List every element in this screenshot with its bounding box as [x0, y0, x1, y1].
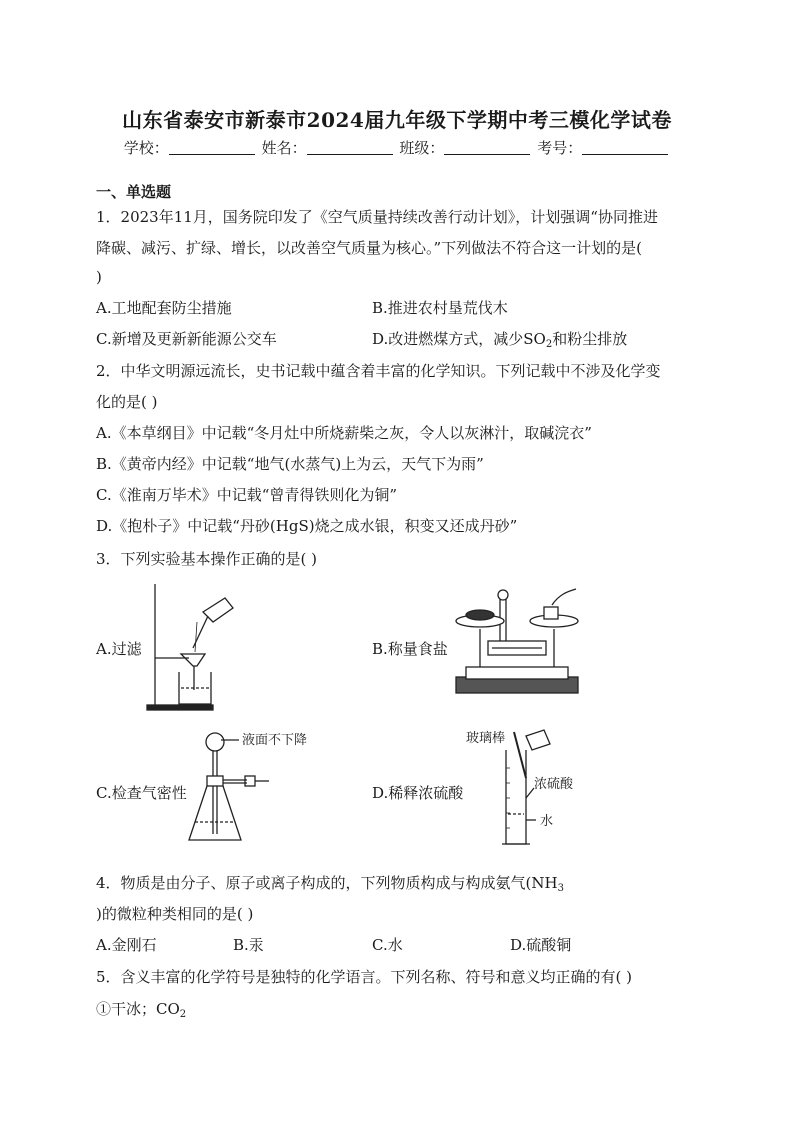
q1-d-pre: D.改进燃煤方式，减少 [372, 330, 524, 348]
student-info-line [0, 137, 794, 158]
q2-option-c: C.《淮南万毕术》中记载“曾青得铁则化为铜” [96, 486, 398, 504]
figure-d-water-label: 水 [540, 814, 554, 829]
q2-option-a: A.《本草纲目》中记载“冬月灶中所烧薪柴之灰，令人以灰淋汁，取碱浣衣” [96, 424, 592, 442]
q1-d-subscript: 2 [545, 339, 553, 350]
q1-option-c: C.新增及更新新能源公交车 [96, 330, 277, 348]
class-blank [444, 140, 530, 155]
page-title: 山东省泰安市新泰市2024届九年级下学期中考三模化学试卷 [122, 108, 672, 132]
q3-option-c: C.检查气密性 [96, 784, 187, 802]
q5-stem: 5．含义丰富的化学符号是独特的化学语言。下列名称、符号和意义均正确的有( ) [96, 968, 633, 986]
q2-line1: 2．中华文明源远流长，史书记载中蕴含着丰富的化学知识。下列记载中不涉及化学变 [96, 362, 661, 380]
q4-option-c: C.水 [372, 936, 403, 954]
figure-d-rod-label: 玻璃棒 [466, 731, 506, 746]
q3-option-a: A.过滤 [96, 640, 142, 658]
section-heading: 一、单选题 [96, 183, 172, 201]
q2-option-d: D.《抱朴子》中记载“丹砂(HgS)烧之成水银，积变又还成丹砂” [96, 517, 518, 535]
q1-line1: 1．2023年11月，国务院印发了《空气质量持续改善行动计划》，计划强调“协同推进 [96, 208, 658, 226]
name-label: 姓名： [261, 139, 307, 157]
exam-no-blank [582, 140, 668, 155]
q3-option-d: D.稀释浓硫酸 [372, 784, 464, 802]
name-blank [307, 140, 393, 155]
q5-item1-formula: CO [156, 1000, 180, 1018]
q1-line3: ) [96, 268, 102, 286]
dilution-figure [466, 728, 616, 853]
q1-d-post: 和粉尘排放 [552, 330, 628, 348]
q2-line2: 化的是( ) [96, 393, 158, 411]
q4-option-b: B.汞 [233, 936, 264, 954]
school-label: 学校： [123, 139, 169, 157]
school-blank [169, 140, 255, 155]
q4-subscript: 3 [557, 883, 564, 894]
figure-d-acid-label: 浓硫酸 [534, 777, 574, 792]
filtration-apparatus-figure [145, 582, 240, 712]
airtightness-check-figure [185, 730, 345, 850]
q1-option-a: A.工地配套防尘措施 [96, 299, 232, 317]
exam-no-label: 考号： [537, 139, 583, 157]
q4-line1-text: 4．物质是由分子、原子或离子构成的，下列物质构成与构成氨气( [96, 874, 532, 892]
q1-option-d [372, 328, 627, 349]
q3-stem: 3．下列实验基本操作正确的是( ) [96, 550, 318, 568]
q4-option-a: A.金刚石 [96, 936, 157, 954]
balance-figure [452, 585, 582, 700]
q3-option-b: B.称量食盐 [372, 640, 448, 658]
q1-option-b: B.推进农村垦荒伐木 [372, 299, 508, 317]
q2-option-b: B.《黄帝内经》中记载“地气(水蒸气)上为云，天气下为雨” [96, 455, 484, 473]
figure-c-note: 液面不下降 [242, 733, 308, 748]
q5-item1-subscript: 2 [179, 1009, 187, 1020]
q5-item1 [96, 998, 186, 1019]
q4-line1 [96, 872, 564, 893]
q1-d-formula: SO [523, 330, 546, 348]
q4-option-d: D.硫酸铜 [510, 936, 572, 954]
q4-formula: NH [531, 874, 558, 892]
q5-item1-text: ①干冰； [96, 1000, 157, 1018]
q1-line2: 降碳、减污、扩绿、增长，以改善空气质量为核心。”下列做法不符合这一计划的是( [96, 239, 643, 257]
class-label: 班级： [399, 139, 445, 157]
q4-line2: )的微粒种类相同的是( ) [96, 905, 254, 923]
